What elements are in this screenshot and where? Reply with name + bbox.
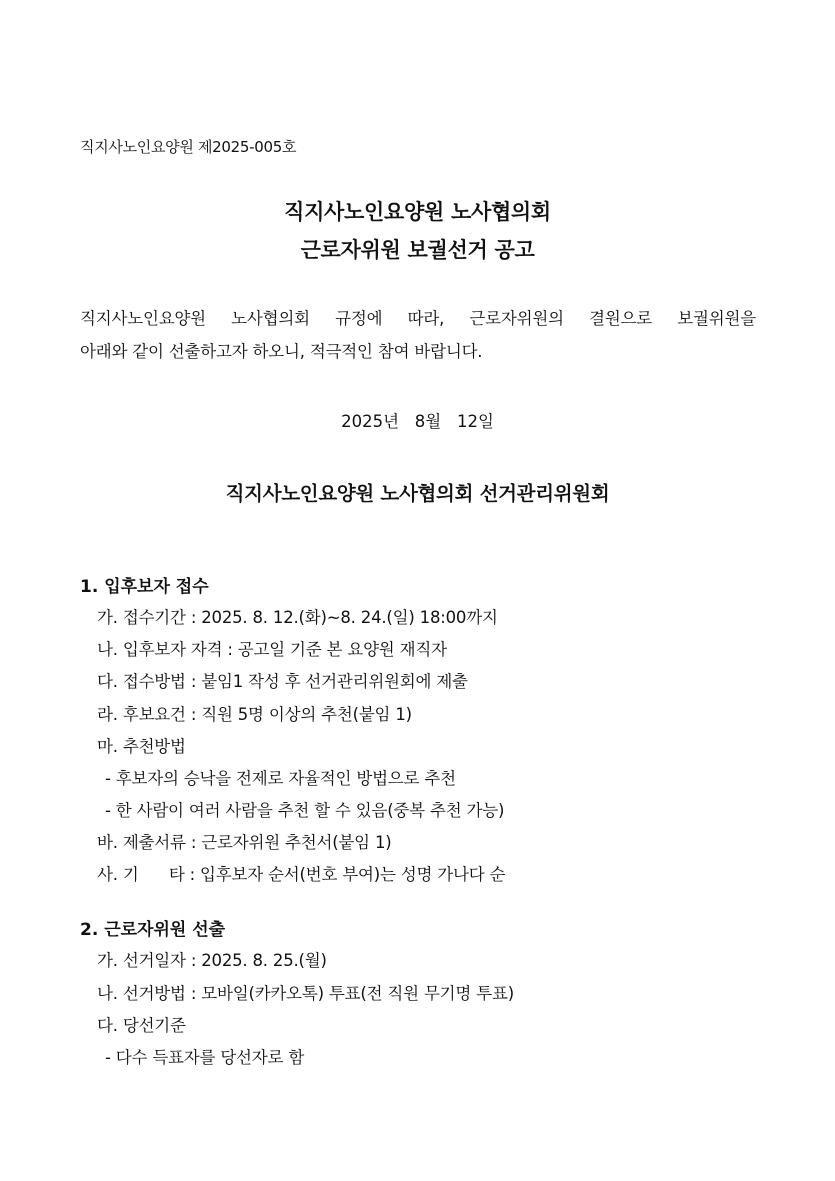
section1-subitem-multiple: - 한 사람이 여러 사람을 추천 할 수 있음(중복 추천 가능) <box>105 801 505 820</box>
section2-title: 2. 근로자위원 선출 <box>80 920 226 940</box>
section1-item-method: 다. 접수방법 : 붙임1 작성 후 선거관리위원회에 제출 <box>97 672 468 691</box>
section1-item-recommend-method: 마. 추천방법 <box>97 737 186 756</box>
issuing-committee: 직지사노인요양원 노사협의회 선거관리위원회 <box>225 482 610 505</box>
section1-item-requirement: 라. 후보요건 : 직원 5명 이상의 추천(붙임 1) <box>97 705 412 724</box>
document-number: 직지사노인요양원 제2025-005호 <box>80 138 297 156</box>
announcement-date: 2025년 8월 12일 <box>341 412 494 431</box>
section1-item-period: 가. 접수기간 : 2025. 8. 12.(화)~8. 24.(일) 18:00까지 <box>97 608 498 627</box>
intro-paragraph-line2: 아래와 같이 선출하고자 하오니, 적극적인 참여 바랍니다. <box>80 342 483 361</box>
document-title-line2: 근로자위원 보궐선거 공고 <box>300 238 535 262</box>
section2-item-criteria: 다. 당선기준 <box>97 1016 186 1035</box>
section1-item-eligibility: 나. 입후보자 자격 : 공고일 기준 본 요양원 재직자 <box>97 640 447 659</box>
section1-item-other: 사. 기 타 : 입후보자 순서(번호 부여)는 성명 가나다 순 <box>97 865 506 884</box>
section2-subitem-majority: - 다수 득표자를 당선자로 함 <box>105 1048 305 1067</box>
section1-subitem-consent: - 후보자의 승낙을 전제로 자율적인 방법으로 추천 <box>105 769 456 788</box>
section1-title: 1. 입후보자 접수 <box>80 577 209 597</box>
section2-item-method: 나. 선거방법 : 모바일(카카오톡) 투표(전 직원 무기명 투표) <box>97 984 514 1003</box>
document-title-line1: 직지사노인요양원 노사협의회 <box>284 200 551 224</box>
intro-paragraph-line1: 직지사노인요양원 노사협의회 규정에 따라, 근로자위원의 결원으로 보궐위원을 <box>80 309 756 328</box>
section2-item-date: 가. 선거일자 : 2025. 8. 25.(월) <box>97 951 327 970</box>
section1-item-documents: 바. 제출서류 : 근로자위원 추천서(붙임 1) <box>97 833 392 852</box>
